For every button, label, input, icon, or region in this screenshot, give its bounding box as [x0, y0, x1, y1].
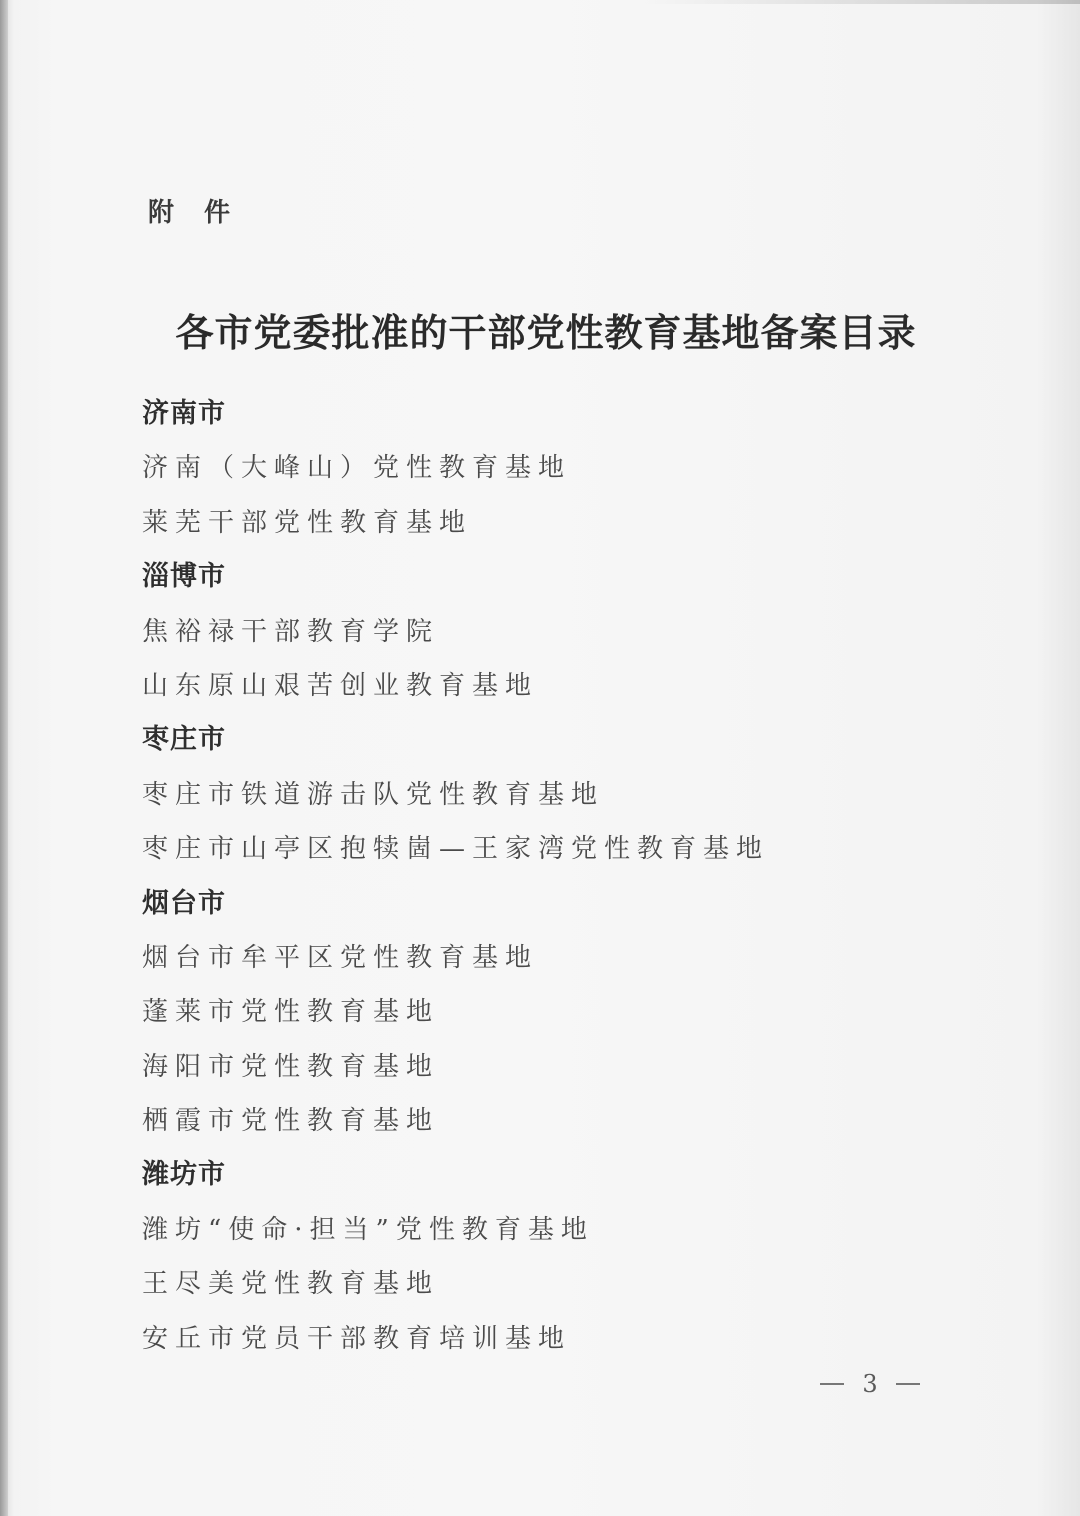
page-number-value: 3	[862, 1370, 878, 1398]
base-item: 枣庄市山亭区抱犊崮—王家湾党性教育基地	[142, 834, 770, 865]
base-item: 焦裕禄干部教育学院	[142, 616, 440, 647]
city-heading: 淄博市	[142, 561, 226, 593]
base-item: 海阳市党性教育基地	[142, 1051, 440, 1082]
base-item: 济南（大峰山）党性教育基地	[142, 453, 572, 484]
base-item: 蓬莱市党性教育基地	[142, 997, 440, 1028]
base-item: 潍坊“使命·担当”党性教育基地	[142, 1214, 594, 1245]
base-directory-list	[142, 387, 1002, 1366]
base-item: 安丘市党员干部教育培训基地	[142, 1323, 572, 1354]
city-heading: 济南市	[142, 398, 226, 429]
document-title: 各市党委批准的干部党性教育基地备案目录	[175, 310, 917, 355]
base-item: 枣庄市铁道游击队党性教育基地	[142, 779, 605, 810]
base-item: 烟台市牟平区党性教育基地	[142, 942, 539, 973]
page-number-dash-right	[896, 1383, 920, 1385]
city-heading: 潍坊市	[142, 1159, 226, 1191]
page-number-dash-left	[820, 1383, 844, 1385]
base-item: 王尽美党性教育基地	[142, 1269, 440, 1300]
city-heading: 枣庄市	[142, 724, 226, 756]
attachment-label: 附件	[148, 198, 261, 228]
page-edge-shadow	[0, 0, 8, 1516]
base-item: 栖霞市党性教育基地	[142, 1106, 440, 1137]
top-edge-shadow	[640, 0, 1080, 4]
base-item: 山东原山艰苦创业教育基地	[142, 670, 539, 701]
base-item: 莱芜干部党性教育基地	[142, 507, 473, 538]
city-heading: 烟台市	[142, 887, 226, 919]
page-number	[820, 1370, 920, 1398]
